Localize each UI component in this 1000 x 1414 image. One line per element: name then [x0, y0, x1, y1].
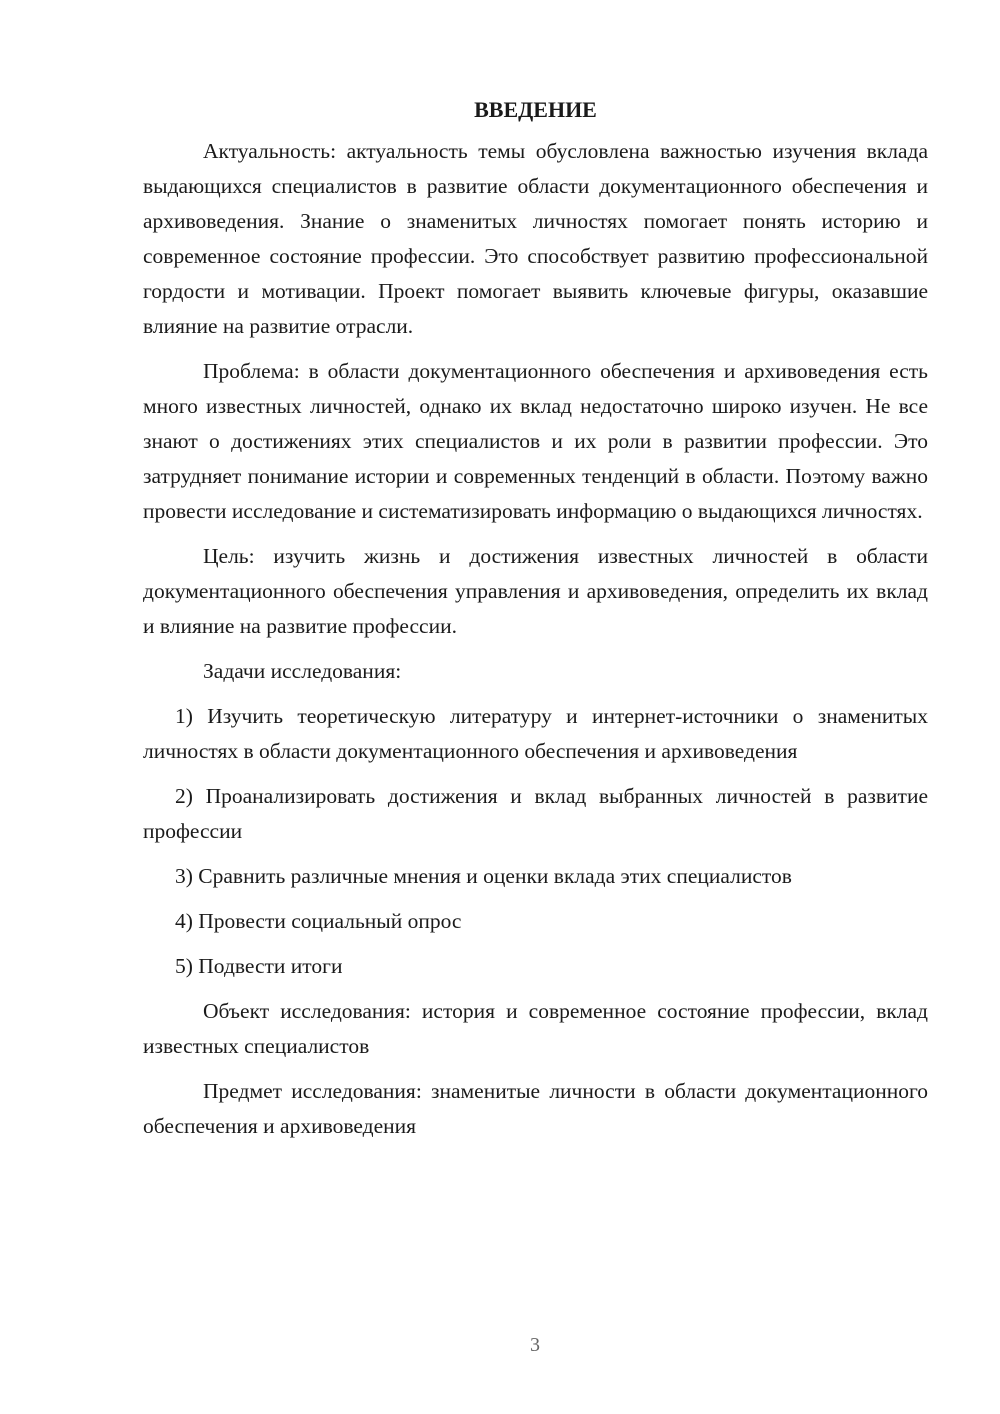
- task-item: 2) Проанализировать достижения и вклад выбранных личностей в развитие профессии: [143, 784, 928, 843]
- document-page: [143, 92, 928, 1154]
- page-number: 3: [530, 1334, 540, 1356]
- section-heading: ВВЕДЕНИЕ: [474, 97, 597, 122]
- tasks-heading: Задачи исследования:: [203, 659, 402, 683]
- goal-paragraph: Цель: изучить жизнь и достижения известных личностей в области документационного обеспечения управления и архивоведения, определить их вклад и влияние на развитие профессии.: [143, 544, 928, 638]
- task-item: 3) Сравнить различные мнения и оценки вклада этих специалистов: [175, 864, 792, 888]
- object-paragraph: Объект исследования: история и современное состояние профессии, вклад известных специалистов: [143, 999, 928, 1058]
- task-item: 5) Подвести итоги: [175, 954, 343, 978]
- problem-paragraph: Проблема: в области документационного обеспечения и архивоведения есть много известных личностей, однако их вклад недостаточно широко изучен. Не все знают о достижениях этих специалистов и их роли в развитии профессии. Это затрудняет понимание истории и современных тенденций в области. Поэтому важно провести исследование и систематизировать информацию о выдающихся личностях.: [143, 359, 928, 523]
- task-item: 1) Изучить теоретическую литературу и интернет-источники о знаменитых личностях в области документационного обеспечения и архивоведения: [143, 704, 928, 763]
- tasks-list: [143, 699, 928, 984]
- task-item: 4) Провести социальный опрос: [175, 909, 462, 933]
- relevance-paragraph: Актуальность: актуальность темы обусловлена важностью изучения вклада выдающихся специалистов в развитие области документационного обеспечения и архивоведения. Знание о знаменитых личностях помогает понять историю и современное состояние профессии. Это способствует развитию профессиональной гордости и мотивации. Проект помогает выявить ключевые фигуры, оказавшие влияние на развитие отрасли.: [143, 139, 928, 338]
- subject-paragraph: Предмет исследования: знаменитые личности в области документационного обеспечения и архивоведения: [143, 1079, 928, 1138]
